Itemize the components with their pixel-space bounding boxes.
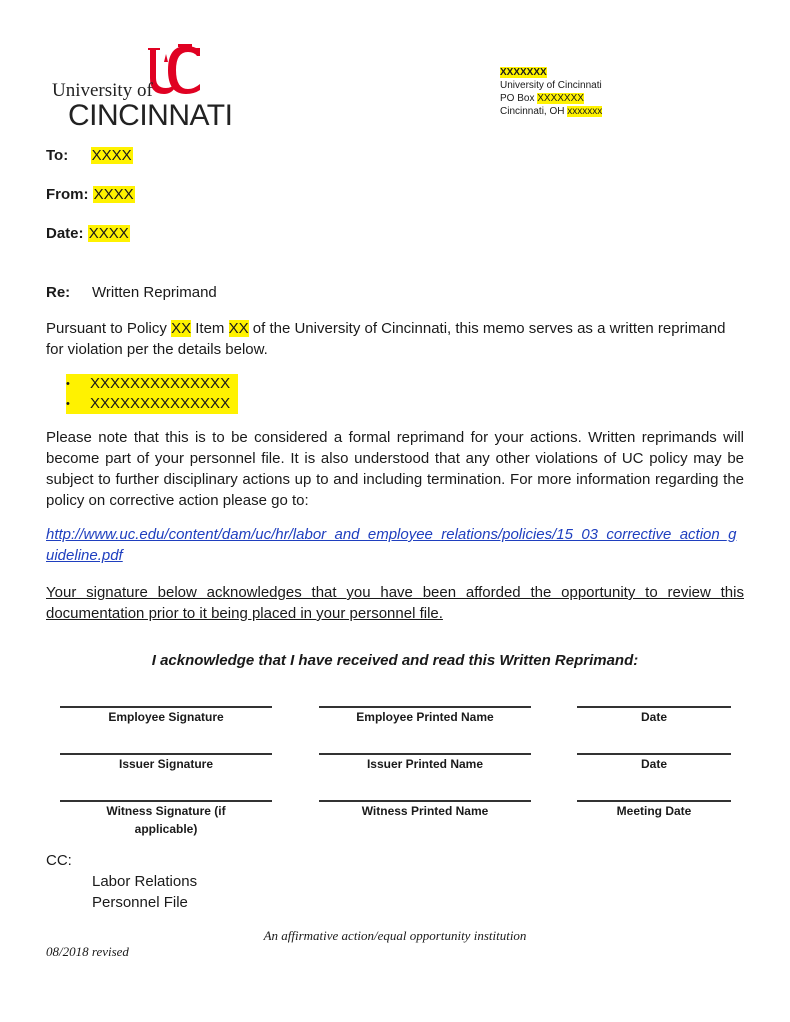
from-field — [46, 186, 135, 203]
policy-link-block — [46, 524, 744, 566]
from-label: From: — [46, 186, 89, 203]
logo-university-of: University of — [52, 80, 153, 101]
address-org: University of Cincinnati — [500, 80, 602, 91]
violation-text: XXXXXXXXXXXXXX — [90, 375, 231, 392]
employee-printed-name-label: Employee Printed Name — [356, 710, 494, 724]
from-value: XXXX — [93, 186, 134, 203]
address-po-value: XXXXXXX — [537, 93, 584, 104]
employee-signature-label: Employee Signature — [108, 710, 224, 724]
to-field — [46, 147, 133, 164]
date-label: Date: — [46, 225, 84, 242]
sender-address — [500, 66, 602, 118]
intro-text-2: Item — [191, 320, 229, 337]
employee-date-label: Date — [640, 710, 667, 724]
violation-item — [66, 374, 238, 394]
footer-tagline: An affirmative action/equal opportunity institution — [263, 928, 527, 943]
bullet-icon: • — [66, 378, 70, 390]
address-name: XXXXXXX — [500, 67, 547, 78]
address-city-label: Cincinnati, OH — [500, 106, 568, 117]
notice-paragraph: Please note that this is to be considered a formal reprimand for your actions. Written reprimands will become part of your personnel file. It is also understood that any other violations of UC policy may be subject to further disciplinary actions up to and including termination. For more information regarding the policy on corrective action please go to: — [46, 429, 744, 509]
intro-paragraph — [46, 318, 744, 360]
employee-date-field[interactable] — [577, 706, 731, 726]
acknowledgement-heading: I acknowledge that I have received and read this Written Reprimand: — [151, 652, 639, 669]
violation-list — [66, 374, 238, 414]
date-value: XXXX — [88, 225, 129, 242]
date-field — [46, 225, 130, 242]
violation-item — [66, 394, 238, 414]
intro-text-1: Pursuant to Policy — [46, 320, 172, 337]
intro-text-3: of the University of Cincinnati, this memo serves as a written reprimand for violation per the details below. — [46, 320, 726, 358]
witness-printed-name-label: Witness Printed Name — [361, 804, 489, 818]
to-label: To: — [46, 147, 69, 164]
re-label: Re: — [46, 284, 71, 301]
meeting-date-field[interactable] — [577, 800, 731, 820]
issuer-date-field[interactable] — [577, 753, 731, 773]
uc-logo — [50, 44, 233, 132]
logo-cincinnati: CINCINNATI — [68, 99, 233, 132]
violation-text: XXXXXXXXXXXXXX — [90, 395, 231, 412]
witness-printed-name-field[interactable] — [319, 800, 531, 820]
address-po-label: PO Box — [500, 93, 538, 104]
issuer-printed-name-label: Issuer Printed Name — [366, 757, 484, 771]
item-number: XX — [228, 320, 249, 337]
re-line — [46, 284, 217, 301]
witness-signature-field[interactable] — [60, 800, 272, 838]
cc-item: Personnel File — [92, 894, 188, 911]
policy-link[interactable]: http://www.uc.edu/content/dam/uc/hr/labor_and_employee_relations/policies/15_03_corrective_action_guideline.pdf — [46, 526, 737, 564]
meeting-date-label: Meeting Date — [616, 804, 692, 818]
witness-signature-label: Witness Signature (if applicable) — [106, 804, 226, 836]
issuer-signature-label: Issuer Signature — [118, 757, 214, 771]
re-value: Written Reprimand — [92, 284, 217, 301]
bullet-icon: • — [66, 398, 70, 410]
issuer-signature-field[interactable] — [60, 753, 272, 773]
to-value: XXXX — [91, 147, 132, 164]
address-city-value: xxxxxxx — [567, 106, 603, 117]
employee-printed-name-field[interactable] — [319, 706, 531, 726]
employee-signature-field[interactable] — [60, 706, 272, 726]
issuer-printed-name-field[interactable] — [319, 753, 531, 773]
issuer-date-label: Date — [640, 757, 667, 771]
signature-note: Your signature below acknowledges that you have been afforded the opportunity to review this documentation prior to it being placed in your personnel file. — [46, 584, 744, 622]
revision-date: 08/2018 revised — [46, 944, 129, 959]
cc-label: CC: — [46, 852, 72, 869]
cc-block — [46, 850, 197, 913]
policy-number: XX — [171, 320, 192, 337]
cc-item: Labor Relations — [92, 873, 198, 890]
